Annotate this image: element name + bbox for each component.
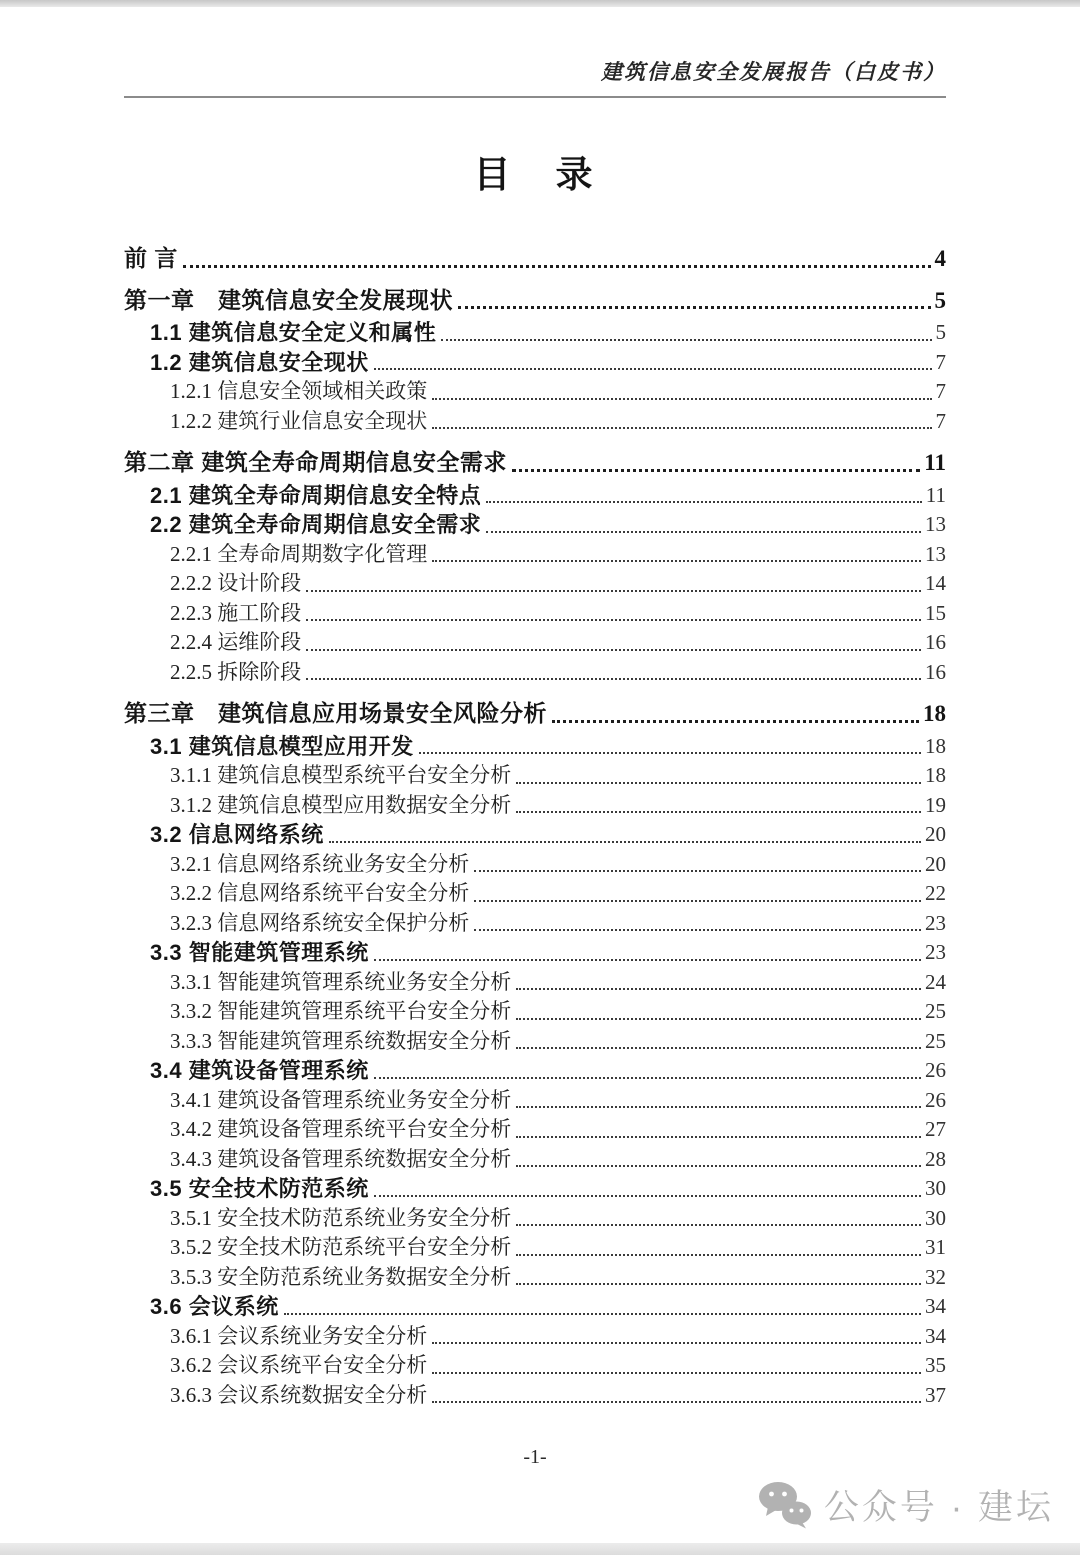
toc-row [124, 968, 946, 998]
page-title: 目 录 [473, 155, 597, 196]
watermark-text: 公众号 · 建坛 [823, 1488, 1054, 1527]
toc-row [124, 1174, 946, 1204]
toc-dot-leader [183, 265, 931, 268]
toc-row [124, 850, 946, 880]
toc-row [124, 699, 946, 729]
toc-dot-leader [329, 841, 921, 843]
toc-entry-label: 3.4.1 建筑设备管理系统业务安全分析 [170, 1087, 512, 1112]
toc-entry-page: 26 [925, 1058, 946, 1082]
toc-entry-page: 16 [925, 659, 946, 684]
toc-dot-leader [516, 1165, 921, 1167]
toc-dot-leader [374, 1195, 921, 1197]
toc-dot-leader [512, 469, 920, 472]
toc-entry-page: 25 [925, 999, 946, 1023]
toc-entry-label: 3.5.2 安全技术防范系统平台安全分析 [170, 1235, 512, 1259]
toc-row [124, 540, 946, 570]
toc-dot-leader [516, 1136, 921, 1138]
toc-row [124, 1086, 946, 1116]
toc-row [124, 1351, 946, 1381]
toc-entry-page: 7 [935, 408, 946, 433]
toc-row [124, 997, 946, 1027]
toc-dot-leader [374, 1077, 921, 1079]
toc-entry-page: 20 [925, 822, 946, 846]
toc-entry-page: 34 [925, 1323, 946, 1348]
toc-dot-leader [432, 1342, 921, 1344]
toc-row [124, 628, 946, 658]
toc-entry-label: 前 言 [124, 245, 178, 271]
toc-entry-label: 3.2.3 信息网络系统安全保护分析 [170, 910, 470, 935]
toc-entry-page: 35 [925, 1353, 946, 1377]
toc-entry-label: 3.1 建筑信息模型应用开发 [150, 733, 414, 759]
toc-dot-leader [458, 306, 931, 309]
toc-entry-page: 19 [925, 792, 946, 817]
toc-row [124, 1292, 946, 1322]
toc-dot-leader [516, 1254, 921, 1256]
toc-entry-page: 4 [934, 246, 946, 271]
toc-entry-page: 37 [925, 1382, 946, 1407]
toc-dot-leader [441, 339, 931, 341]
toc-dot-leader [284, 1313, 921, 1315]
toc-dot-leader [516, 782, 921, 784]
toc-dot-leader [516, 1283, 921, 1285]
toc-entry-page: 13 [925, 512, 946, 536]
toc-dot-leader [432, 560, 921, 562]
toc-row [124, 879, 946, 909]
scan-edge-bottom [0, 1543, 1080, 1555]
toc-entry-label: 1.1 建筑信息安全定义和属性 [150, 320, 437, 345]
toc-dot-leader [374, 959, 921, 961]
toc-entry-label: 2.2.1 全寿命周期数字化管理 [170, 541, 428, 566]
toc-row [124, 938, 946, 968]
toc-dot-leader [474, 900, 921, 902]
toc-entry-label: 1.2 建筑信息安全现状 [150, 349, 369, 375]
toc-row [124, 1381, 946, 1411]
toc-entry-label: 3.4 建筑设备管理系统 [150, 1058, 369, 1083]
toc-entry-label: 3.3 智能建筑管理系统 [150, 940, 369, 965]
toc-entry-page: 30 [925, 1176, 946, 1200]
toc-entry-page: 15 [925, 600, 946, 625]
toc-dot-leader [474, 870, 921, 872]
toc-entry-label: 2.1 建筑全寿命周期信息安全特点 [150, 482, 482, 508]
toc-entry-label: 1.2.1 信息安全领域相关政策 [170, 379, 428, 403]
toc-dot-leader [516, 1047, 921, 1049]
toc-entry-label: 3.1.1 建筑信息模型系统平台安全分析 [170, 763, 512, 787]
toc-row [124, 820, 946, 850]
toc-entry-label: 3.1.2 建筑信息模型应用数据安全分析 [170, 792, 512, 817]
toc-entry-page: 16 [925, 630, 946, 654]
toc-entry-page: 5 [934, 287, 946, 313]
toc-row [124, 1056, 946, 1086]
toc-entry-page: 23 [925, 940, 946, 964]
toc-entry-page: 5 [935, 320, 946, 344]
toc-entry-label: 2.2.5 拆除阶段 [170, 659, 302, 684]
toc-dot-leader [432, 1372, 921, 1374]
toc-entry-page: 18 [925, 733, 946, 758]
wechat-icon [758, 1481, 812, 1529]
toc-row [124, 599, 946, 629]
toc-row [124, 732, 946, 762]
toc-entry-page: 25 [925, 1028, 946, 1053]
toc-entry-page: 32 [925, 1264, 946, 1289]
toc-entry-label: 3.3.1 智能建筑管理系统业务安全分析 [170, 969, 512, 994]
toc-entry-page: 11 [924, 450, 946, 475]
toc-entry-label: 2.2.4 运维阶段 [170, 630, 302, 654]
toc-dot-leader [516, 811, 921, 813]
toc-entry-label: 第二章 建筑全寿命周期信息安全需求 [124, 449, 507, 475]
toc-dot-leader [516, 1224, 921, 1226]
toc-row [124, 1145, 946, 1175]
toc-dot-leader [516, 1106, 921, 1108]
toc-row [124, 448, 946, 478]
toc-entry-label: 2.2 建筑全寿命周期信息安全需求 [150, 512, 482, 537]
toc-entry-label: 3.5.3 安全防范系统业务数据安全分析 [170, 1264, 512, 1289]
toc-entry-label: 1.2.2 建筑行业信息安全现状 [170, 408, 428, 433]
toc-entry-label: 3.3.3 智能建筑管理系统数据安全分析 [170, 1028, 512, 1053]
toc-row [124, 1115, 946, 1145]
toc-row [124, 1263, 946, 1293]
toc-row [124, 761, 946, 791]
toc-entry-page: 11 [925, 482, 946, 507]
toc-list [124, 244, 946, 1410]
toc-entry-page: 34 [925, 1294, 946, 1318]
page-number: -1- [523, 1446, 547, 1468]
toc-entry-page: 7 [935, 379, 946, 403]
toc-entry-label: 2.2.3 施工阶段 [170, 600, 302, 625]
toc-dot-leader [432, 398, 931, 400]
toc-row [124, 286, 946, 316]
toc-entry-page: 13 [925, 541, 946, 566]
watermark [758, 1480, 1054, 1530]
toc-dot-leader [516, 1018, 921, 1020]
toc-row [124, 407, 946, 437]
toc-entry-page: 28 [925, 1146, 946, 1171]
toc-row [124, 791, 946, 821]
toc-row [124, 909, 946, 939]
toc-entry-label: 3.6.2 会议系统平台安全分析 [170, 1353, 428, 1377]
toc-entry-page: 18 [923, 701, 946, 726]
toc-entry-label: 3.6 会议系统 [150, 1294, 279, 1319]
toc-entry-label: 3.3.2 智能建筑管理系统平台安全分析 [170, 999, 512, 1023]
toc-entry-page: 22 [925, 881, 946, 905]
toc-row [124, 510, 946, 540]
toc-dot-leader [486, 501, 922, 503]
toc-dot-leader [516, 988, 921, 990]
toc-entry-page: 20 [925, 851, 946, 876]
toc-row [124, 569, 946, 599]
toc-row [124, 1204, 946, 1234]
toc-row [124, 1322, 946, 1352]
toc-entry-label: 3.6.3 会议系统数据安全分析 [170, 1382, 428, 1407]
toc-dot-leader [306, 678, 921, 680]
toc-row [124, 1027, 946, 1057]
toc-dot-leader [474, 929, 921, 931]
toc-entry-label: 3.4.2 建筑设备管理系统平台安全分析 [170, 1117, 512, 1141]
toc-entry-page: 30 [925, 1205, 946, 1230]
toc-row [124, 348, 946, 378]
toc-dot-leader [432, 427, 931, 429]
running-header: 建筑信息安全发展报告（白皮书） [124, 0, 946, 98]
toc-entry-label: 3.2.2 信息网络系统平台安全分析 [170, 881, 470, 905]
toc-entry-page: 7 [935, 349, 946, 374]
toc-entry-label: 第三章 建筑信息应用场景安全风险分析 [124, 700, 547, 726]
toc-row [124, 244, 946, 274]
toc-dot-leader [552, 720, 919, 723]
toc-entry-page: 31 [925, 1235, 946, 1259]
toc-dot-leader [374, 368, 932, 370]
toc-dot-leader [486, 531, 921, 533]
toc-dot-leader [432, 1401, 921, 1403]
toc-row [124, 318, 946, 348]
toc-entry-label: 3.5 安全技术防范系统 [150, 1176, 369, 1201]
toc-entry-label: 3.5.1 安全技术防范系统业务安全分析 [170, 1205, 512, 1230]
toc-entry-page: 24 [925, 969, 946, 994]
toc-dot-leader [306, 649, 921, 651]
toc-dot-leader [306, 619, 921, 621]
toc-dot-leader [306, 590, 921, 592]
toc-row [124, 377, 946, 407]
toc-entry-label: 2.2.2 设计阶段 [170, 571, 302, 595]
page-content [124, 0, 946, 1410]
toc-entry-label: 第一章 建筑信息安全发展现状 [124, 286, 453, 313]
toc-row [124, 658, 946, 688]
toc-entry-page: 23 [925, 910, 946, 935]
toc-entry-page: 27 [925, 1117, 946, 1141]
toc-entry-page: 26 [925, 1087, 946, 1112]
toc-entry-page: 18 [925, 763, 946, 787]
toc-entry-page: 14 [925, 571, 946, 595]
toc-entry-label: 3.4.3 建筑设备管理系统数据安全分析 [170, 1146, 512, 1171]
toc-entry-label: 3.6.1 会议系统业务安全分析 [170, 1323, 428, 1348]
toc-row [124, 1233, 946, 1263]
toc-dot-leader [419, 752, 921, 754]
toc-entry-label: 3.2 信息网络系统 [150, 822, 324, 847]
toc-entry-label: 3.2.1 信息网络系统业务安全分析 [170, 851, 470, 876]
toc-row [124, 481, 946, 511]
